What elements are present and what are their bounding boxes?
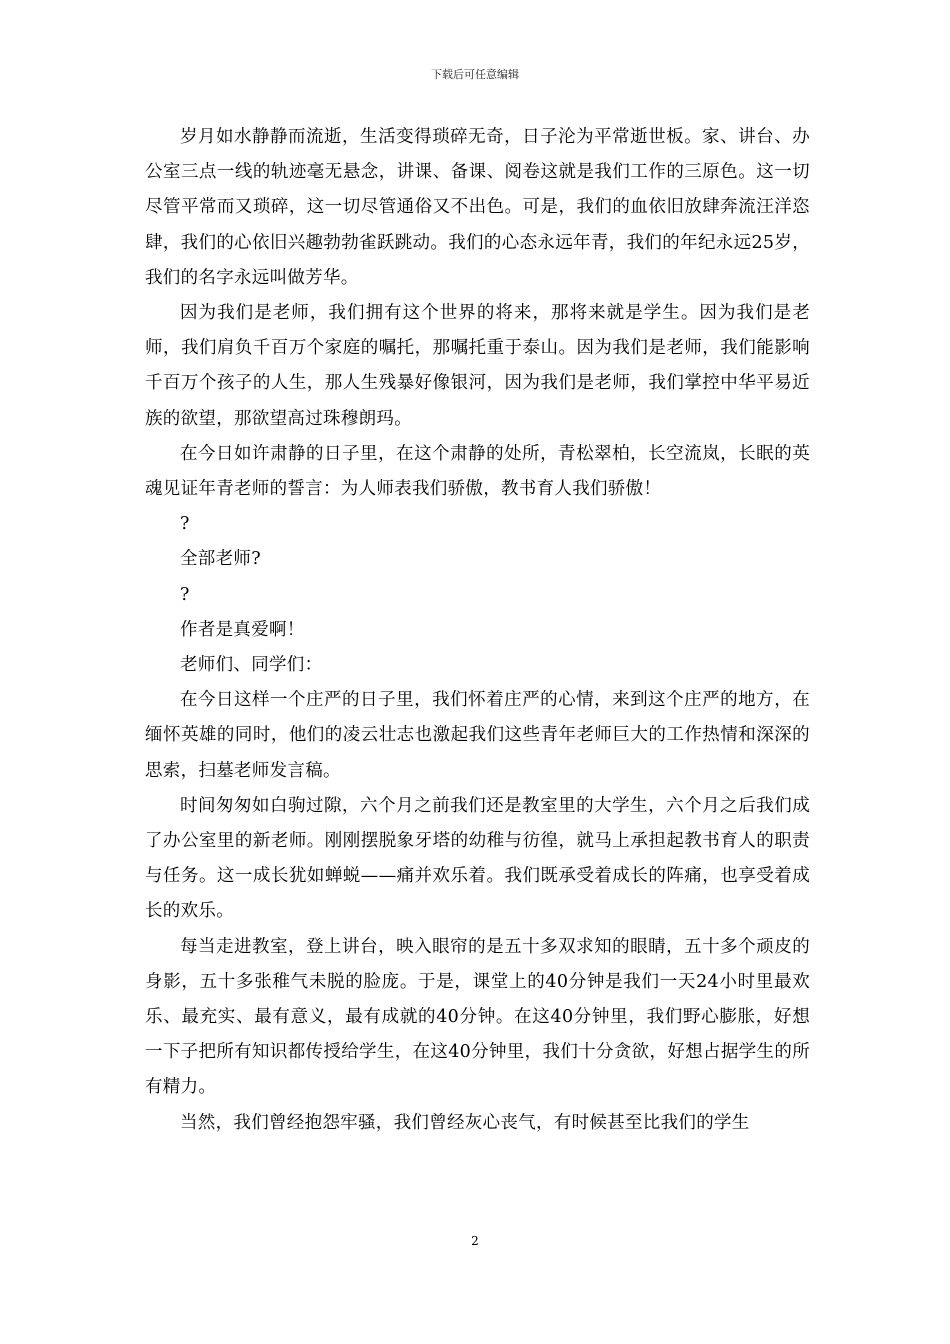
page-header-note: 下载后可任意编辑	[431, 68, 519, 81]
paragraph: 在今日这样一个庄严的日子里，我们怀着庄严的心情，来到这个庄严的地方，在缅怀英雄的同时，他们的凌云壮志也激起我们这些青年老师巨大的工作热情和深深的思索，扫墓老师发言稿。	[145, 690, 810, 781]
paragraph: 作者是真爱啊！	[180, 619, 305, 640]
paragraph: 当然，我们曾经抱怨牢骚，我们曾经灰心丧气，有时候甚至比我们的学生	[180, 1112, 750, 1133]
paragraph: ?	[180, 514, 190, 535]
paragraph: 全部老师?	[180, 549, 261, 570]
paragraph: 时间匆匆如白驹过隙，六个月之前我们还是教室里的大学生，六个月之后我们成了办公室里的新老师。刚刚摆脱象牙塔的幼稚与彷徨，就马上承担起教书育人的职责与任务。这一成长犹如蝉蜕——痛并欢乐着。我们既承受着成长的阵痛，也享受着成长的欢乐。	[145, 795, 810, 922]
paragraph: 每当走进教室，登上讲台，映入眼帘的是五十多双求知的眼睛，五十多个顽皮的身影，五十多张稚气未脱的脸庞。于是，课堂上的40分钟是我们一天24小时里最欢乐、最充实、最有意义，最有成就的40分钟。在这40分钟里，我们野心膨胀，好想一下子把所有知识都传授给学生，在这40分钟里，我们十分贪欲，好想占据学生的所有精力。	[145, 936, 810, 1098]
paragraph: ?	[180, 584, 190, 605]
paragraph: 老师们、同学们：	[180, 655, 323, 676]
paragraph: 岁月如水静静而流逝，生活变得琐碎无奇，日子沦为平常逝世板。家、讲台、办公室三点一线的轨迹毫无悬念，讲课、备课、阅卷这就是我们工作的三原色。这一切尽管平常而又琐碎，这一切尽管通俗又不出色。可是，我们的血依旧放肆奔流汪洋恣肆，我们的心依旧兴趣勃勃雀跃跳动。我们的心态永远年青，我们的年纪永远25岁，我们的名字永远叫做芳华。	[145, 127, 810, 288]
document-body	[145, 120, 810, 1141]
page-number: 2	[471, 1234, 479, 1248]
paragraph: 在今日如许肃静的日子里，在这个肃静的处所，青松翠柏，长空流岚，长眠的英魂见证年青老师的誓言：为人师表我们骄傲，教书育人我们骄傲！	[145, 443, 810, 500]
paragraph: 因为我们是老师，我们拥有这个世界的将来，那将来就是学生。因为我们是老师，我们肩负千百万个家庭的嘱托，那嘱托重于泰山。因为我们是老师，我们能影响千百万个孩子的人生，那人生残暴好像银河，因为我们是老师，我们掌控中华平易近族的欲望，那欲望高过珠穆朗玛。	[145, 303, 810, 429]
